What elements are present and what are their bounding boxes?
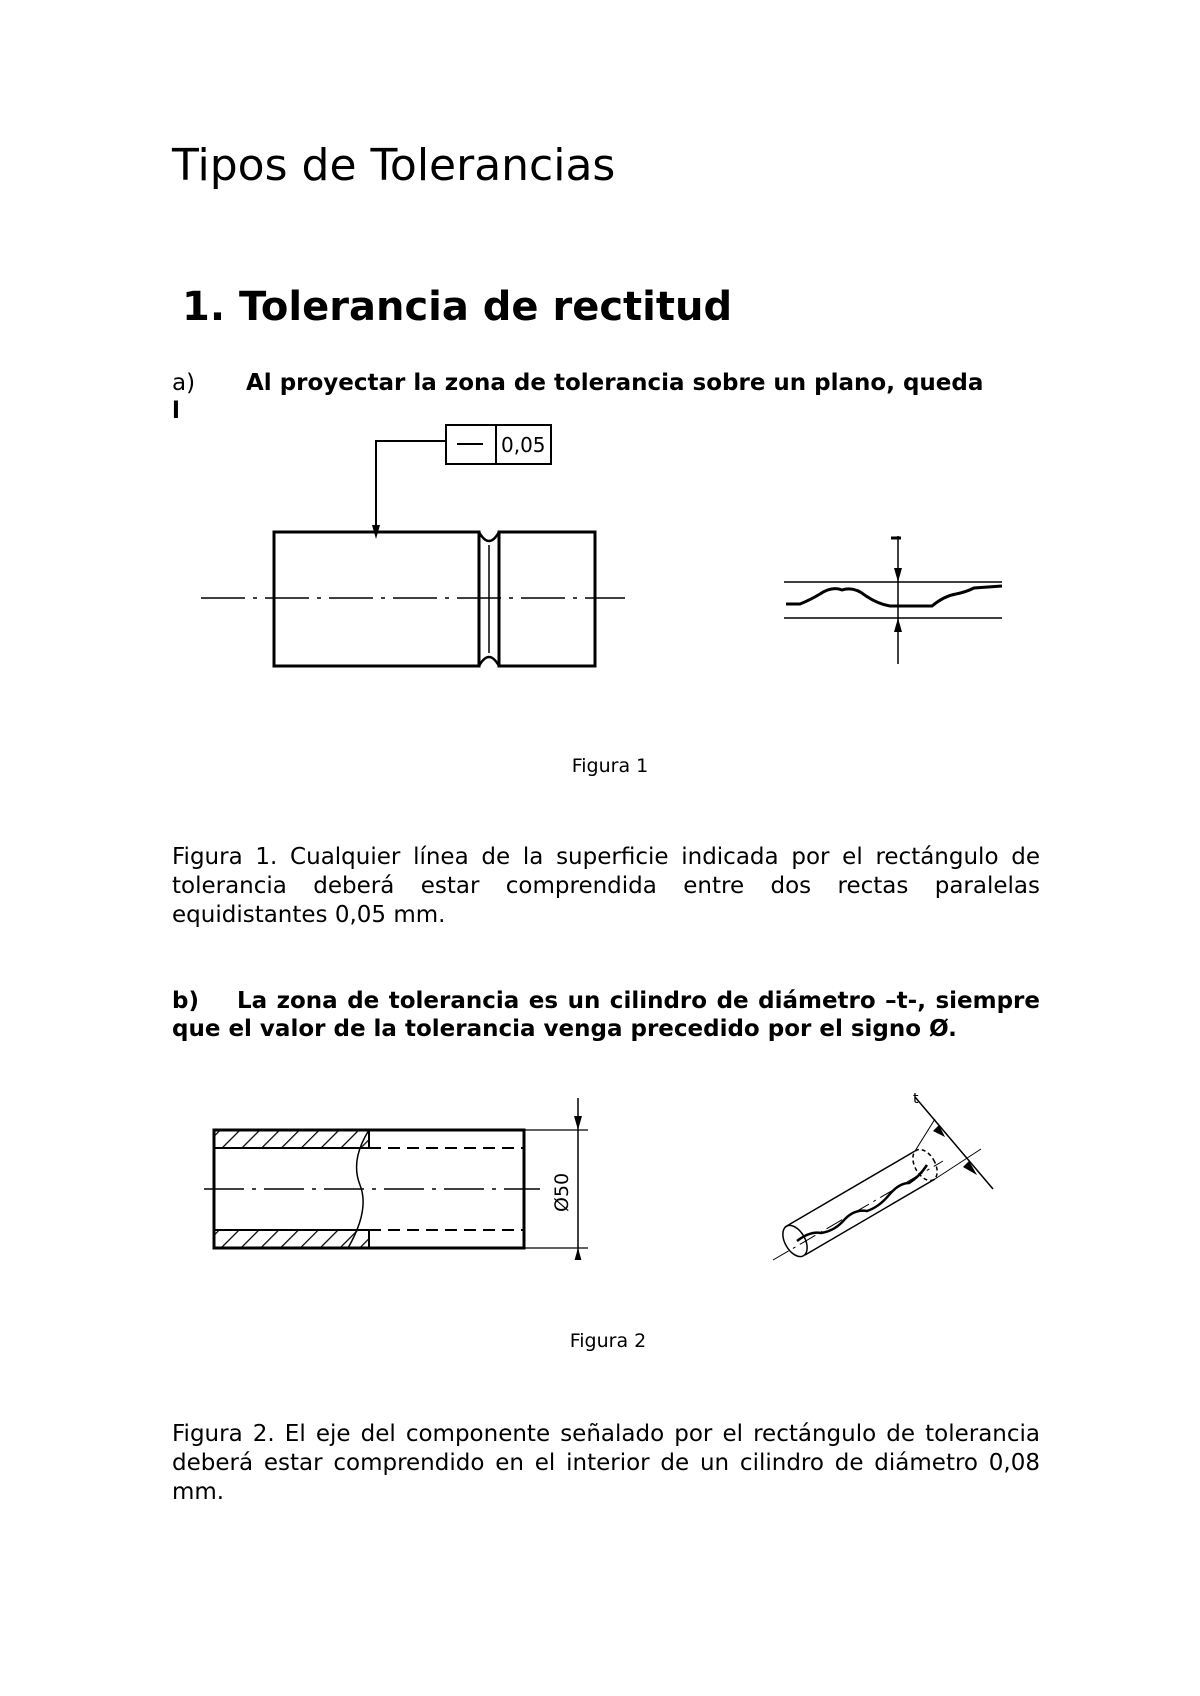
- figure-1-description: Figura 1. Cualquier línea de la superficie indicada por el rectángulo de tolerancia deberá estar comprendida entre dos rectas paralelas equidistantes 0,05 mm.: [172, 844, 1040, 928]
- item-b: [172, 987, 1040, 1043]
- lower-wall-section: [214, 1230, 369, 1248]
- item-a-letter: a): [172, 370, 196, 396]
- cylinder-bottom-line: [805, 1179, 935, 1255]
- section-heading: 1. Tolerancia de rectitud: [182, 284, 733, 330]
- groove-bottom: [479, 657, 499, 666]
- shaft-right-section: [499, 532, 595, 666]
- figure-1-caption: Figura 1: [571, 755, 649, 777]
- item-b-text: La zona de tolerancia es un cilindro de diámetro –t-, siempre que el valor de la tolerancia venga precedido por el signo Ø.: [172, 988, 1040, 1042]
- item-a-text: Al proyectar la zona de tolerancia sobre un plano, queda: [246, 370, 984, 396]
- page-title: Tipos de Tolerancias: [172, 140, 616, 191]
- cylinder-end-left: [778, 1221, 812, 1260]
- groove-top: [479, 532, 499, 541]
- t-dimension-line: [915, 1097, 993, 1189]
- actual-axis-curve: [797, 1165, 927, 1241]
- figure-1-tolerance-zone-diagram: [780, 530, 1020, 670]
- figure-2-caption: Figura 2: [569, 1330, 647, 1352]
- actual-surface-profile: [786, 586, 1002, 606]
- zone-t-label: t: [913, 1091, 919, 1107]
- item-a: [172, 370, 1040, 398]
- diameter-label: Ø50: [551, 1172, 573, 1212]
- leader-line: [376, 441, 446, 525]
- frame-value: 0,05: [501, 433, 546, 457]
- item-b-letter: b): [172, 988, 199, 1014]
- figure-2-tube-drawing: [200, 1090, 600, 1260]
- figure-1-shaft-drawing: [195, 415, 635, 675]
- figure-2-description: Figura 2. El eje del componente señalado por el rectángulo de tolerancia deberá estar comprendido en el interior de un cilindro de diámetro 0,08 mm.: [172, 1421, 1040, 1505]
- figure-2-cylinder-zone-diagram: [755, 1085, 1005, 1270]
- upper-wall-section: [214, 1130, 369, 1148]
- shaft-left-section: [274, 532, 479, 666]
- item-a-continuation: l: [172, 398, 180, 424]
